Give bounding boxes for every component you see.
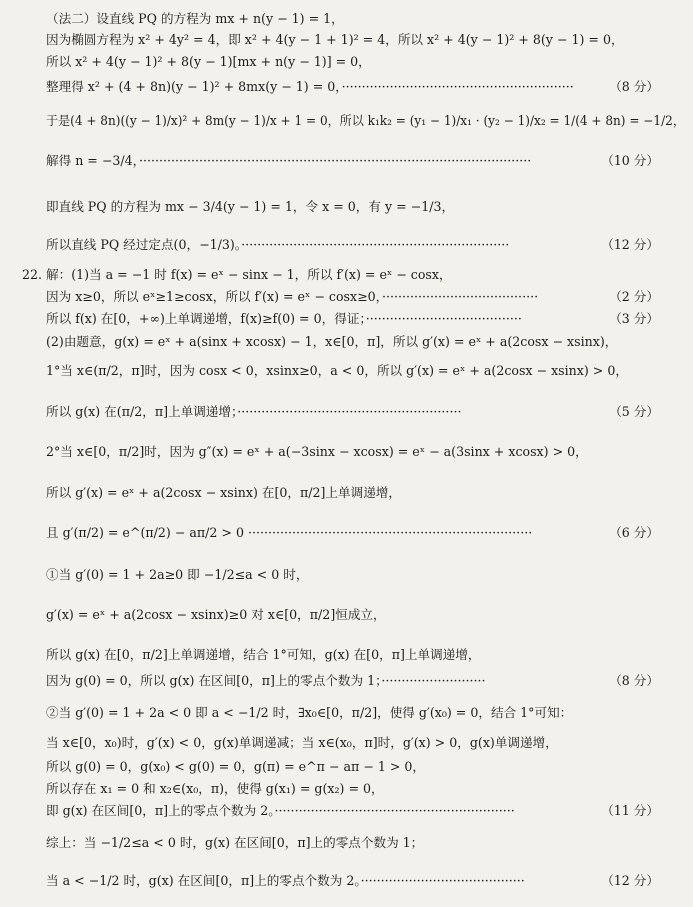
score-label: （8 分） [609,79,659,94]
line-text: 即直线 PQ 的方程为 mx − 3/4(y − 1) = 1，令 x = 0，有 y = −1/3， [46,199,455,214]
line-text: 1°当 x∈(π/2，π]时，因为 cosx < 0，xsinx≥0，a < 0，所以 g′(x) = eˣ + a(2cosx − xsinx) > 0， [46,363,628,378]
line-text: 22. 解：(1)当 a = −1 时 f(x) = eˣ − sinx − 1，所以 f′(x) = eˣ − cosx， [22,267,452,282]
line-text: ②当 g′(0) = 1 + 2a < 0 即 a < −1/2 时，∃x₀∈[0，π/2]，使得 g′(x₀) = 0，结合 1°可知： [46,705,573,720]
line-text: （法二）设直线 PQ 的方程为 mx + n(y − 1) = 1， [46,11,344,26]
line-13 [0,397,693,427]
line-text: 所以 g′(x) = eˣ + a(2cosx − xsinx) 在[0，π/2]上单调递增， [46,485,401,500]
score-label: （2 分） [609,289,659,304]
line-text: 整理得 x² + (4 + 8n)(y − 1)² + 8mx(y − 1) = 0，·························································· [46,79,574,94]
line-text: 综上：当 −1/2≤a < 0 时，g(x) 在区间[0，π]上的零点个数为 1； [46,835,424,850]
score-label: （11 分） [601,803,659,818]
line-text: 所以 g(x) 在[0，π/2]上单调递增，结合 1°可知，g(x) 在[0，π]上单调递增， [46,647,481,662]
line-4 [0,106,693,136]
score-label: （12 分） [601,237,659,252]
line-text: 所以 x² + 4(y − 1)² + 8(y − 1)[mx + n(y − 1)] = 0， [46,54,371,69]
line-text: 所以 g(x) 在(π/2，π]上单调递增；························································ [46,404,462,419]
line-text: 所以 g(0) = 0，g(x₀) < g(0) = 0，g(π) = e^π − aπ − 1 > 0， [46,759,426,774]
line-text: 所以 f(x) 在[0，+∞)上单调递增，f(x)≥f(0) = 0，得证；······································· [46,311,522,326]
line-text: 因为 x≥0，所以 eˣ≥1≥cosx，所以 f′(x) = eˣ − cosx≥0，······································· [46,289,539,304]
score-label: （10 分） [601,153,659,168]
score-label: （12 分） [601,873,659,888]
line-12 [0,356,693,386]
line-27 [0,866,693,896]
line-text: 当 a < −1/2 时，g(x) 在区间[0，π]上的零点个数为 2。········································· [46,873,525,888]
line-21 [0,698,693,728]
line-11 [0,327,693,357]
line-text: 当 x∈[0，x₀)时，g′(x) < 0，g(x)单调递减；当 x∈(x₀，π]时，g′(x) > 0，g(x)单调递增， [46,735,558,750]
line-text: 解得 n = −3/4，·································································································· [46,153,532,168]
line-25 [0,796,693,826]
line-text: 所以存在 x₁ = 0 和 x₂∈(x₀，π)，使得 g(x₁) = g(x₂) = 0， [46,781,384,796]
score-label: （8 分） [609,673,659,688]
line-26 [0,828,693,858]
line-20 [0,666,693,696]
line-text: 因为 g(0) = 0，所以 g(x) 在区间[0，π]上的零点个数为 1；·························· [46,673,486,688]
line-18 [0,600,693,630]
line-text: 即 g(x) 在区间[0，π]上的零点个数为 2。···························································· [46,803,515,818]
score-label: （6 分） [609,525,659,540]
line-text: 且 g′(π/2) = e^(π/2) − aπ/2 > 0 ······································································· [46,525,533,540]
line-text: (2)由题意，g(x) = eˣ + a(sinx + xcosx) − 1，x∈[0，π]，所以 g′(x) = eˣ + a(2cosx − xsinx)， [46,334,618,349]
score-label: （3 分） [609,311,659,326]
line-15 [0,478,693,508]
line-7 [0,230,693,260]
line-text: g′(x) = eˣ + a(2cosx − xsinx)≥0 对 x∈[0，π/2]恒成立， [46,607,386,622]
line-text: 于是(4 + 8n)((y − 1)/x)² + 8m(y − 1)/x + 1 = 0，所以 k₁k₂ = (y₁ − 1)/x₁ · (y₂ − 1)/x₂ = 1/(4 + 8n) = −1/2， [46,113,685,128]
line-5 [0,146,693,176]
line-6 [0,192,693,222]
line-text: 因为椭圆方程为 x² + 4y² = 4，即 x² + 4(y − 1 + 1)² = 4，所以 x² + 4(y − 1)² + 8(y − 1) = 0， [46,32,624,47]
line-16 [0,518,693,548]
line-text: 所以直线 PQ 经过定点(0，−1/3)。··································································· [46,237,510,252]
line-text: 2°当 x∈[0，π/2]时，因为 g″(x) = eˣ + a(−3sinx − xcosx) = eˣ − a(3sinx + xcosx) > 0， [46,444,588,459]
line-14 [0,437,693,467]
line-17 [0,560,693,590]
line-text: ①当 g′(0) = 1 + 2a≥0 即 −1/2≤a < 0 时， [46,567,309,582]
line-3 [0,72,693,102]
score-label: （5 分） [609,404,659,419]
